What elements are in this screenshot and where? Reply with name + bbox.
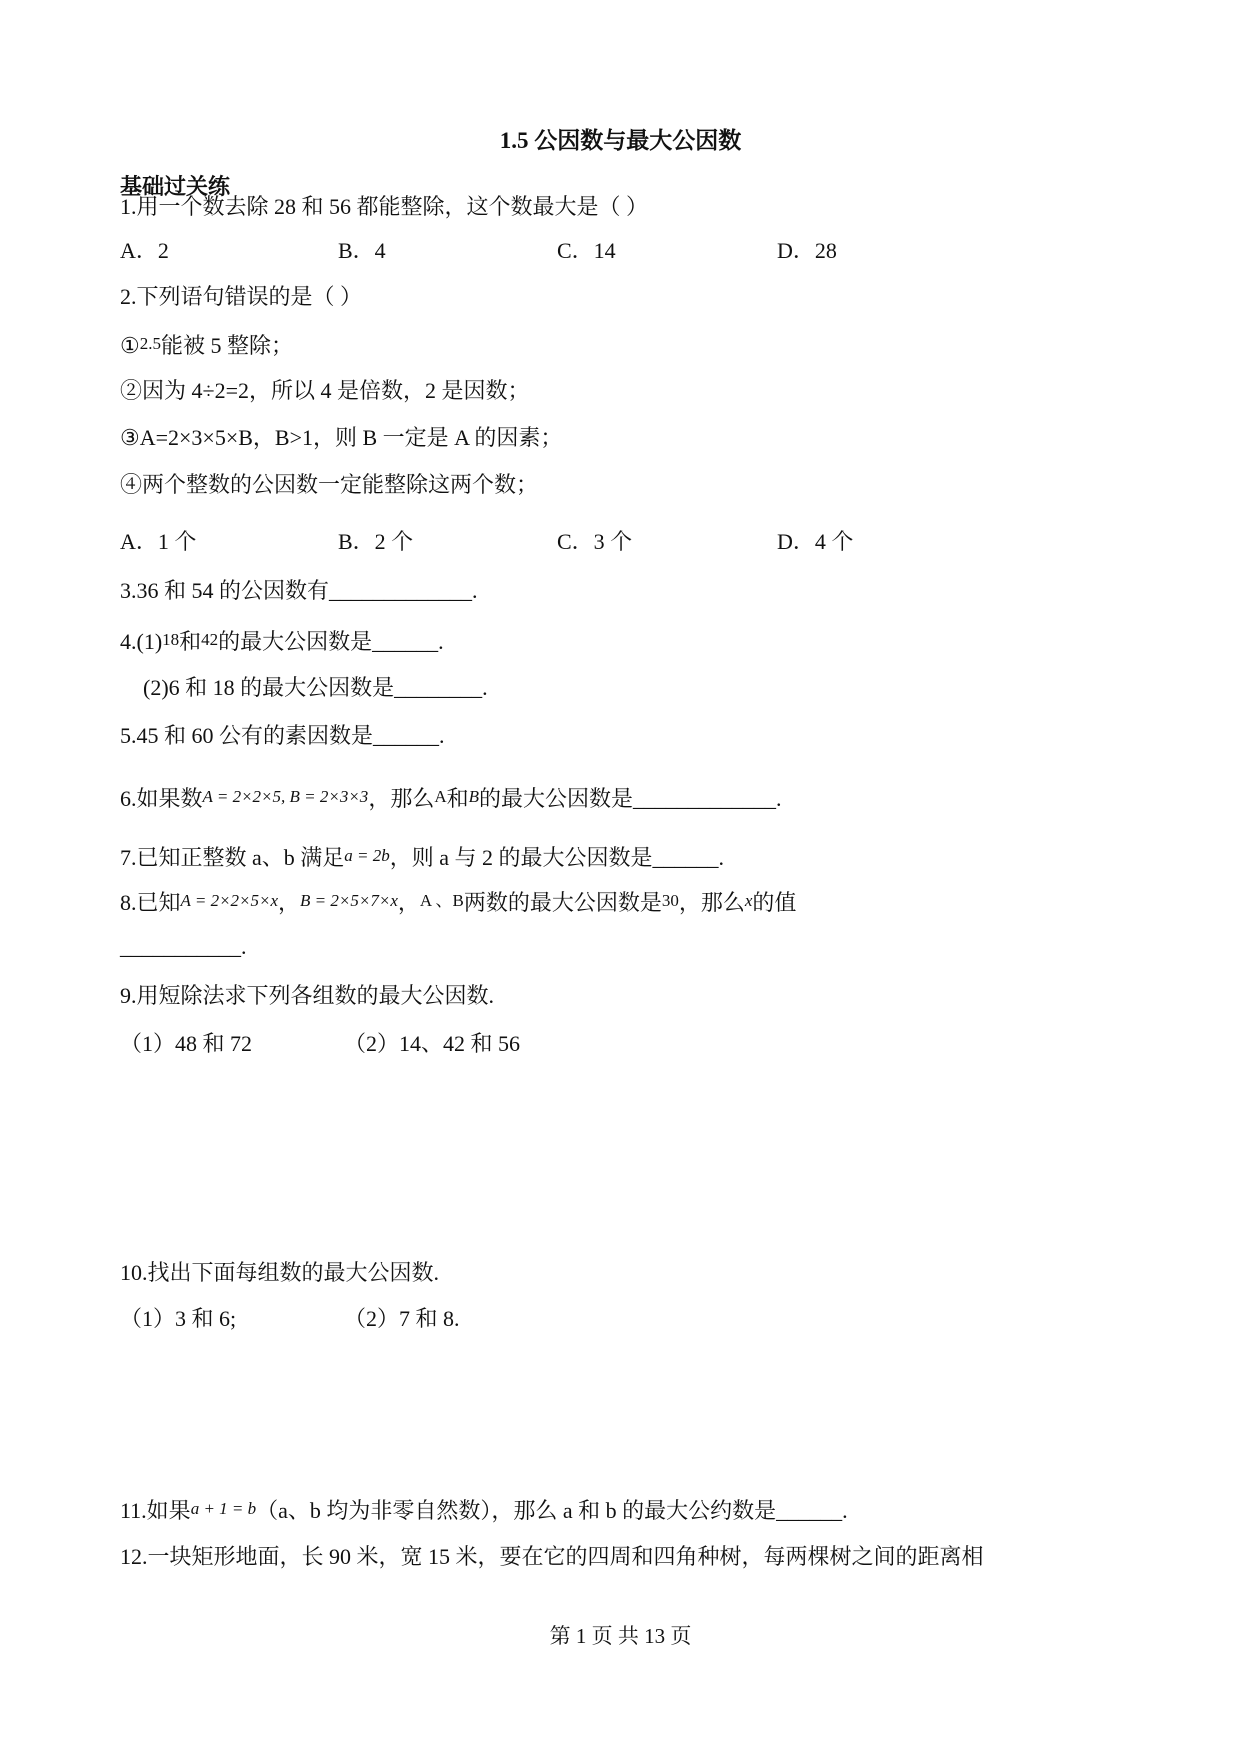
question-2-stem: 2.下列语句错误的是（ ）: [120, 284, 363, 309]
q8-expression-b: B = 2×5×7×x: [300, 891, 398, 910]
q8-answer-blank: ___________.: [120, 934, 247, 959]
q6-expression: A = 2×2×5, B = 2×3×3: [202, 787, 369, 806]
question-4-part-2: (2)6 和 18 的最大公因数是________.: [143, 675, 488, 700]
question-4-part-1: [120, 624, 444, 658]
question-9-stem: 9.用短除法求下列各组数的最大公因数.: [120, 983, 495, 1008]
q2-statement-2: ②因为 4÷2=2，所以 4 是倍数，2 是因数；: [120, 378, 530, 403]
q8-rest: 的值: [752, 890, 797, 915]
q4-number-42: 42: [201, 630, 219, 649]
q2-item1-rest: 能被 5 整除；: [160, 333, 293, 358]
q10-part-2: （2）7 和 8.: [344, 1306, 460, 1331]
q2-option-c: C．3 个: [557, 529, 633, 554]
q1-option-c: C．14: [557, 238, 616, 263]
q9-part-2: （2）14、42 和 56: [344, 1031, 521, 1056]
q7-prefix: 7.已知正整数 a、b 满足: [120, 845, 345, 870]
q6-b: B: [468, 787, 480, 806]
q6-mid2: 和: [446, 786, 469, 811]
question-1-stem: 1.用一个数去除 28 和 56 都能整除，这个数最大是（ ）: [120, 194, 649, 219]
q6-prefix: 6.如果数: [120, 786, 203, 811]
page-title: 1.5 公因数与最大公因数: [499, 128, 742, 153]
section-heading: 基础过关练: [120, 174, 231, 199]
question-7: [120, 840, 724, 874]
q2-item1-value: 2.5: [139, 334, 161, 353]
q11-prefix: 11.如果: [120, 1498, 191, 1523]
q4-prefix: 4.(1): [120, 629, 163, 654]
question-12: 12.一块矩形地面，长 90 米，宽 15 米，要在它的四周和四角种树，每两棵树之间的距离相: [120, 1544, 984, 1569]
q2-statement-4: ④两个整数的公因数一定能整除这两个数；: [120, 472, 539, 497]
q8-x: x: [744, 891, 753, 910]
q1-option-d: D．28: [777, 238, 837, 263]
q4-number-18: 18: [162, 630, 180, 649]
q6-a: A: [434, 787, 447, 806]
q11-expression: a + 1 = b: [190, 1499, 257, 1518]
q8-mid2: ，那么: [678, 890, 745, 915]
q1-option-b: B．4: [338, 238, 386, 263]
q8-sep1: ，: [278, 890, 301, 915]
question-10-stem: 10.找出下面每组数的最大公因数.: [120, 1260, 440, 1285]
q11-rest: （a、b 均为非零自然数），那么 a 和 b 的最大公约数是______.: [256, 1498, 848, 1523]
q2-item1-mark: ①: [120, 333, 140, 358]
page-footer: 第 1 页 共 13 页: [549, 1624, 692, 1648]
q1-option-a: A．2: [120, 238, 169, 263]
q9-part-1: （1）48 和 72: [120, 1031, 253, 1056]
q2-option-b: B．2 个: [338, 529, 414, 554]
question-8: [120, 885, 796, 919]
question-11: [120, 1493, 848, 1527]
question-6: [120, 781, 782, 815]
q10-part-1: （1）3 和 6;: [120, 1306, 237, 1331]
q7-rest: ，则 a 与 2 的最大公因数是______.: [389, 845, 725, 870]
q2-statement-3: ③A=2×3×5×B，B>1，则 B 一定是 A 的因素；: [120, 425, 563, 450]
q6-mid1: ，那么: [368, 786, 435, 811]
q8-number-30: 30: [661, 891, 679, 910]
q2-option-d: D．4 个: [777, 529, 854, 554]
q4-rest: 的最大公因数是______.: [218, 629, 444, 654]
q8-sep2: ，: [397, 890, 420, 915]
q4-and: 和: [179, 629, 202, 654]
q8-expression-a: A = 2×2×5×x: [180, 891, 279, 910]
q8-ab: A 、B: [419, 891, 464, 910]
q2-statement-1: [120, 328, 293, 362]
q8-mid: 两数的最大公因数是: [463, 890, 662, 915]
question-5: 5.45 和 60 公有的素因数是______.: [120, 723, 445, 748]
q6-rest: 的最大公因数是_____________.: [479, 786, 782, 811]
question-3: 3.36 和 54 的公因数有_____________.: [120, 578, 478, 603]
q7-expression: a = 2b: [344, 846, 390, 865]
q8-prefix: 8.已知: [120, 890, 181, 915]
q2-option-a: A．1 个: [120, 529, 197, 554]
